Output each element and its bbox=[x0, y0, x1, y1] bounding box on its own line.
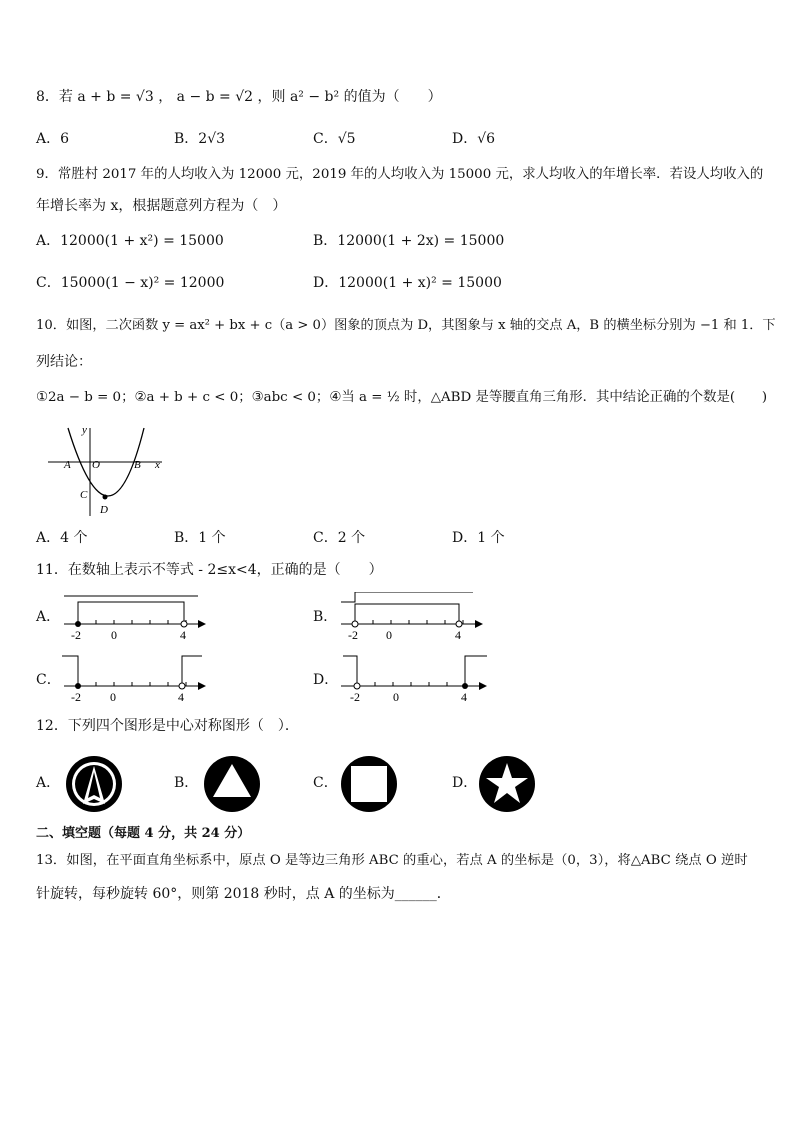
compass-circle-icon[interactable] bbox=[64, 754, 124, 814]
label-x: x bbox=[155, 459, 160, 471]
label-o: O bbox=[92, 459, 100, 471]
q8-option-d[interactable]: D．√6 bbox=[452, 131, 496, 147]
q10-stem-line3: ①2a − b = 0；②a + b + c < 0；③abc < 0；④当 a = ½ 时，△ABD 是等腰直角三角形．其中结论正确的个数是( ) bbox=[36, 390, 768, 405]
tick-label: 4 bbox=[455, 628, 461, 642]
tick-label: 0 bbox=[393, 690, 399, 704]
q11-stem: 11．在数轴上表示不等式 - 2≤x<4，正确的是（ ） bbox=[36, 562, 383, 578]
label-y: y bbox=[82, 424, 87, 436]
q12-option-a[interactable]: A． bbox=[36, 775, 61, 791]
q13-stem-line1: 13．如图，在平面直角坐标系中，原点 O 是等边三角形 ABC 的重心，若点 A 的坐标是（0，3），将△ABC 绕点 O 逆时 bbox=[36, 853, 748, 868]
q11-option-c[interactable]: C． bbox=[36, 672, 61, 688]
tick-label: 4 bbox=[461, 690, 467, 704]
q12-option-b[interactable]: B． bbox=[174, 775, 199, 791]
q12-option-c[interactable]: C． bbox=[313, 775, 338, 791]
q13-stem-line2: 针旋转，每秒旋转 60°，则第 2018 秒时，点 A 的坐标为______． bbox=[36, 886, 451, 902]
star-in-circle-icon[interactable] bbox=[477, 754, 537, 814]
tick-label: -2 bbox=[71, 628, 81, 642]
square-in-circle-icon[interactable] bbox=[339, 754, 399, 814]
q9-option-b[interactable]: B．12000(1 + 2x) = 15000 bbox=[313, 233, 505, 249]
q8-option-a[interactable]: A．6 bbox=[36, 131, 70, 147]
q11-number-line-b bbox=[337, 592, 487, 644]
q10-option-d[interactable]: D．1 个 bbox=[452, 530, 505, 546]
q9-stem-line2: 年增长率为 x，根据题意列方程为（ ） bbox=[36, 198, 287, 214]
triangle-in-circle-icon[interactable] bbox=[202, 754, 262, 814]
q8-option-c[interactable]: C．√5 bbox=[313, 131, 356, 147]
tick-label: 0 bbox=[111, 628, 117, 642]
q11-number-line-c bbox=[60, 654, 210, 706]
q11-number-line-a bbox=[60, 592, 210, 644]
q11-option-d[interactable]: D． bbox=[313, 672, 339, 688]
q12-option-d[interactable]: D． bbox=[452, 775, 478, 791]
label-c: C bbox=[80, 489, 88, 501]
tick-label: 4 bbox=[180, 628, 186, 642]
parabola-figure bbox=[44, 424, 170, 518]
tick-label: -2 bbox=[348, 628, 358, 642]
q10-stem-line1: 10．如图，二次函数 y = ax² + bx + c（a > 0）图象的顶点为 D，其图象与 x 轴的交点 A，B 的横坐标分别为 −1 和 1．下 bbox=[36, 318, 776, 333]
vertex-d-point bbox=[103, 495, 108, 500]
q10-option-b[interactable]: B．1 个 bbox=[174, 530, 226, 546]
section-heading: 二、填空题（每题 4 分，共 24 分） bbox=[36, 826, 251, 841]
q12-stem: 12．下列四个图形是中心对称图形（ ）． bbox=[36, 718, 299, 734]
tick-label: 0 bbox=[110, 690, 116, 704]
tick-label: 0 bbox=[386, 628, 392, 642]
q11-option-a[interactable]: A． bbox=[36, 609, 61, 625]
label-a: A bbox=[64, 459, 71, 471]
tick-label: -2 bbox=[350, 690, 360, 704]
q9-option-d[interactable]: D．12000(1 + x)² = 15000 bbox=[313, 275, 502, 291]
q9-option-c[interactable]: C．15000(1 − x)² = 12000 bbox=[36, 275, 225, 291]
q11-number-line-d bbox=[337, 654, 492, 706]
tick-label: -2 bbox=[71, 690, 81, 704]
q11-option-b[interactable]: B． bbox=[313, 609, 338, 625]
q10-stem-line2: 列结论： bbox=[36, 354, 92, 370]
q9-option-a[interactable]: A．12000(1 + x²) = 15000 bbox=[36, 233, 224, 249]
q10-option-a[interactable]: A．4 个 bbox=[36, 530, 88, 546]
q8-option-b[interactable]: B．2√3 bbox=[174, 131, 226, 147]
q9-stem-line1: 9．常胜村 2017 年的人均收入为 12000 元，2019 年的人均收入为 15000 元，求人均收入的年增长率．若设人均收入的 bbox=[36, 167, 764, 182]
q10-option-c[interactable]: C．2 个 bbox=[313, 530, 366, 546]
q8-stem: 8．若 a + b = √3 ， a − b = √2 ，则 a² − b² 的值为（ ） bbox=[36, 89, 442, 105]
tick-label: 4 bbox=[178, 690, 184, 704]
label-d: D bbox=[100, 504, 108, 516]
label-b: B bbox=[134, 459, 141, 471]
